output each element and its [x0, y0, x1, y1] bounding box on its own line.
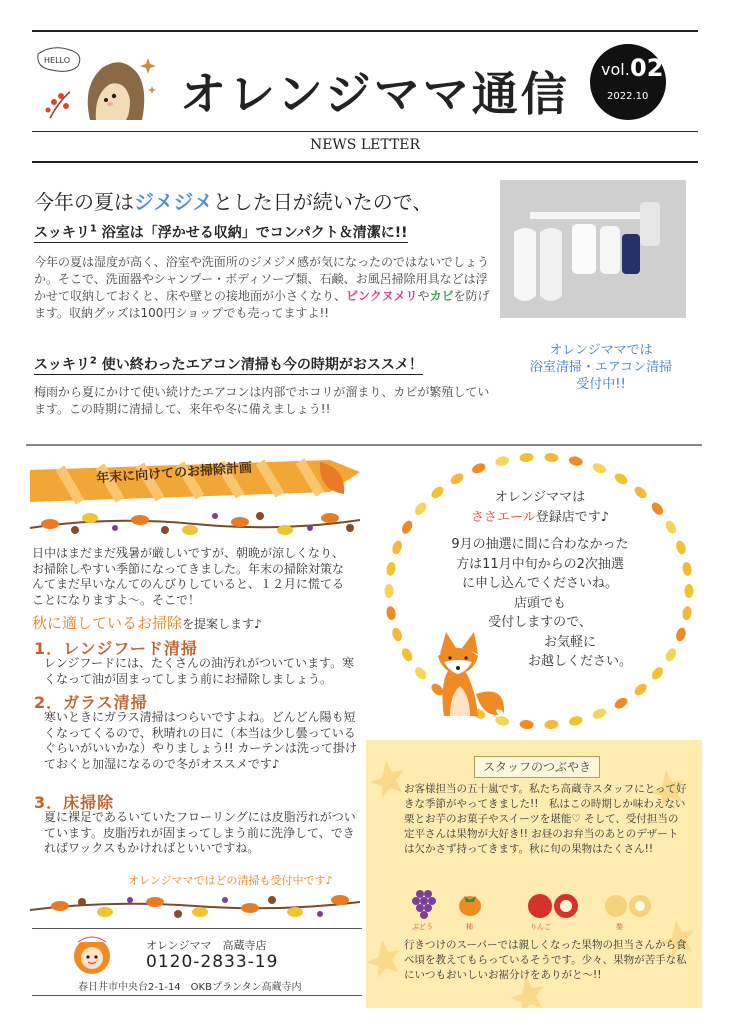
- blue-note-line2: 浴室清掃・エアコン清掃: [529, 360, 673, 375]
- persimmon-icon: [459, 896, 481, 916]
- sub1-prefix: スッキリ: [34, 225, 90, 241]
- fruit-label-apple: りんご: [530, 923, 551, 931]
- fruit-label-pear: 梨: [616, 923, 623, 931]
- sasaeru-line7: 受付しますので、: [488, 615, 592, 630]
- volume-prefix: vol.: [601, 60, 630, 79]
- store-name: オレンジママ 高蔵寺店: [146, 939, 267, 952]
- wreath-leaf: [568, 455, 584, 467]
- subheading-1: [34, 222, 408, 243]
- staff-paragraph-2: 行きつけのスーパーでは親しくなった果物の担当さんから食べ頃を教えてもらっているそうです。少々、果物が苦手な私にいつもおいしいお裾分けをありがと～!!: [404, 939, 687, 981]
- issue-date: 2022.10: [607, 91, 649, 102]
- bath-text-b: を防げます。収納グッズは100円ショップでも売ってますよ!!: [34, 289, 490, 320]
- cleaning-banner-title: 年末に向けてのお掃除計画: [95, 460, 253, 487]
- autumn-garland-bottom: [30, 888, 360, 924]
- grape-icon: [412, 890, 436, 919]
- headline-post: とした日が続いたので、: [212, 190, 433, 214]
- bath-aircon-note: [512, 342, 690, 393]
- wreath-leaf: [568, 715, 584, 727]
- pear-icon: [605, 895, 651, 917]
- item3-body: 夏に裸足であるいていたフローリングには皮脂汚れがついています。皮脂汚れが固まってしまう前に洗浄して、できればワックスもかければといいですね。: [44, 810, 356, 855]
- headline-pre: 今年の夏は: [34, 190, 134, 214]
- apple-icon: [528, 894, 578, 918]
- wreath-leaf: [385, 605, 396, 620]
- store-phone[interactable]: 0120-2833-19: [146, 952, 279, 972]
- fox-illustration: [426, 624, 510, 720]
- wreath-leaf: [519, 452, 534, 462]
- hedgehog-icon: [88, 62, 145, 120]
- item2-body: 寒いときにガラス清掃はつらいですよね。どんどん陽も短くなってくるので、秋晴れの日に（本当は少し曇っているぐらいがいいかな）やりましょう!! カーテンは洗って掛けておくと加湿になるので冬がオススメです♪: [44, 710, 357, 771]
- cleaning-lead-orange: 秋に適しているお掃除: [32, 614, 183, 632]
- wreath-leaf: [591, 707, 607, 721]
- wreath-leaf: [681, 561, 692, 576]
- staff-paragraph-1: お客様担当の五十嵐です。私たち高蔵寺スタッフにとって好きな季節がやってきました!! 私はこの時期しか味わえない栗とお芋のお菓子やスイーツを堪能♡ そして、受付担当の定平さんは果物が大好き!! お昼のお弁当のあとのデザートは欠かさず持ってきます。秋に旬の果物はたくさん!!: [404, 783, 687, 855]
- aircon-paragraph: 梅雨から夏にかけて使い続けたエアコンは内部でホコリが溜まり、カビが繁殖しています。この時期に清掃して、来年や冬に備えましょう!!: [34, 385, 490, 416]
- header-rule-2: [32, 161, 698, 163]
- cleaning-lead-rest: を提案します♪: [182, 617, 262, 631]
- sub2-text: 使い終わったエアコン清掃も今の時期がおススメ！: [96, 357, 423, 373]
- newsletter-title: オレンジママ通信: [180, 67, 570, 121]
- sasaeru-line4: 方は11月中旬からの2次抽選: [456, 556, 624, 572]
- sasaeru-line8: お気軽に: [543, 634, 596, 650]
- bath-text-mid: や: [417, 289, 430, 303]
- wreath-leaf: [544, 719, 559, 729]
- wreath-leaf: [494, 455, 510, 467]
- wreath-leaf: [632, 682, 648, 698]
- wreath-leaf: [385, 584, 394, 598]
- wreath-leaf: [391, 626, 404, 642]
- staff-title: スタッフのつぶやき: [474, 756, 600, 778]
- wreath-leaf: [681, 605, 692, 620]
- item2-title: 2．ガラス清掃: [34, 693, 148, 712]
- wreath-leaf: [470, 461, 486, 475]
- sub2-prefix: スッキリ: [34, 357, 90, 373]
- wreath-leaf: [544, 452, 559, 462]
- blue-note-line1: オレンジママでは: [549, 343, 653, 358]
- header-rule-1: [32, 131, 698, 132]
- top-rule: [32, 30, 698, 32]
- hello-bubble: [38, 48, 80, 72]
- sasaeru-line2-rest: 登録店です♪: [535, 509, 610, 525]
- cleaning-footnote: オレンジママではどの清掃も受付中です♪: [128, 874, 333, 887]
- item3-title: 3．床掃除: [34, 793, 115, 812]
- bath-paragraph: [34, 254, 492, 322]
- wreath-leaf: [449, 471, 466, 486]
- wreath-leaf: [613, 696, 630, 711]
- autumn-garland-top: [30, 504, 360, 540]
- top-headline: [34, 186, 432, 215]
- store-mascot-logo: [64, 932, 120, 976]
- hello-text: HELLO: [44, 56, 70, 65]
- store-address: 春日井市中央台2-1-14 OKBプランタン高蔵寺内: [78, 982, 302, 993]
- wreath-leaf: [674, 626, 687, 642]
- wreath-leaf: [391, 539, 404, 555]
- fruit-label-grape: ぶどう: [412, 923, 433, 931]
- sasaeru-line6: 店頭でも: [513, 595, 566, 611]
- wreath-leaf: [613, 471, 630, 486]
- blue-note-line3: 受付中!!: [576, 377, 626, 392]
- mold-text: カビ: [429, 289, 454, 303]
- sasaeru-brand: ささエール: [470, 509, 536, 525]
- pink-mold-text: ピンクヌメリ: [346, 289, 418, 303]
- bath-text-a: 今年の夏は湿度が高く、浴室や洗面所のジメジメ感が気になったのではないでしょうか。そこで、洗面器やシャンプー・ボディソープ類、石鹸、お風呂掃除用具などは浮かせて収納しておくと、床や壁との接地面が小さくなり、: [34, 255, 490, 303]
- item1-title: 1．レンジフード清掃: [34, 639, 198, 658]
- sasaeru-line5: に申し込んでくださいね。: [461, 576, 618, 591]
- newsletter-label: NEWS LETTER: [309, 137, 421, 153]
- fruit-label-persimmon: 柿: [466, 923, 473, 931]
- cleaning-intro: 日中はまだまだ残暑が厳しいですが、朝晩が涼しくなり、お掃除しやすい季節になってきました。年末の掃除対策なんてまだ早いなんてのんびりしていると、１２月に慌てることになりますよ～。そこで！: [32, 546, 345, 607]
- branch-icon: [46, 92, 71, 118]
- wreath-leaf: [674, 539, 687, 555]
- wreath-leaf: [591, 461, 607, 475]
- volume-number: 02: [630, 54, 664, 82]
- wreath-leaf: [685, 584, 694, 598]
- sub1-number: 1: [89, 223, 97, 235]
- subheading-2: [34, 354, 423, 375]
- volume-badge: [590, 44, 666, 120]
- item1-body: レンジフードには、たくさんの油汚れがついています。寒くなって油が固まってしまう前にお掃除しましょう。: [44, 656, 355, 686]
- sasaeru-line3: 9月の抽選に間に合わなかった: [451, 537, 629, 552]
- cleaning-lead: [32, 612, 262, 633]
- bathroom-photo: [500, 180, 686, 318]
- wreath-leaf: [385, 561, 396, 576]
- sasaeru-line1: オレンジママは: [494, 490, 586, 505]
- sub2-number: 2: [89, 355, 97, 367]
- headline-highlight: ジメジメ: [134, 190, 213, 214]
- wreath-leaf: [519, 719, 534, 729]
- hedgehog-illustration: [30, 40, 160, 130]
- sub1-text: 浴室は「浮かせる収納」でコンパクト＆清潔に!!: [96, 225, 408, 241]
- sasaeru-line9: お越しください。: [527, 654, 632, 669]
- sasaeru-line2: [410, 508, 670, 528]
- bathroom-photo-image: [500, 180, 686, 318]
